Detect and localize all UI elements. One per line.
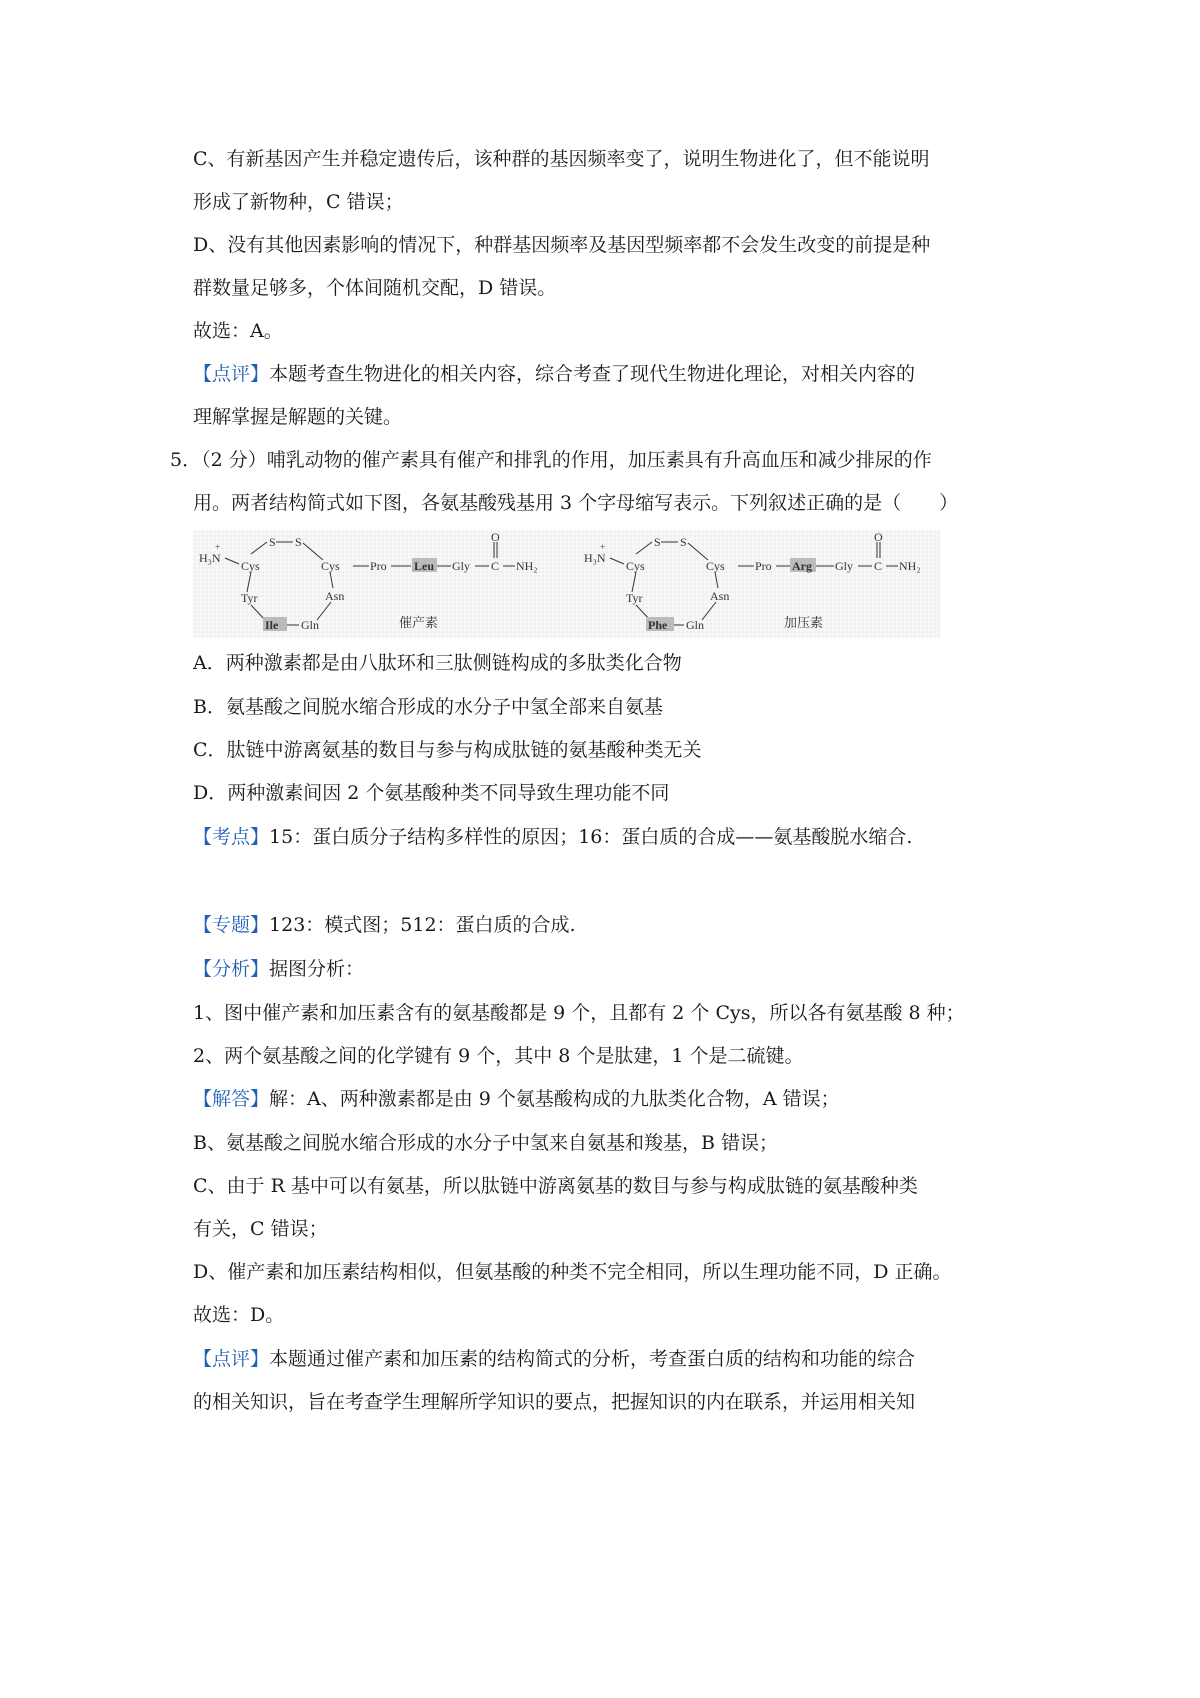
text-line <box>193 232 930 258</box>
text-line <box>193 1086 840 1112</box>
text-line <box>193 318 283 344</box>
section-tag: 【专题】 <box>193 914 270 936</box>
carbon-c: C <box>491 559 500 573</box>
amide-nh2: NH₂ <box>516 559 538 573</box>
section-tag: 【点评】 <box>193 1348 270 1370</box>
sulfur-2: S <box>295 535 302 549</box>
line-text: 有关，C 错误； <box>193 1218 328 1240</box>
line-text: 本题考查生物进化的相关内容，综合考查了现代生物进化理论，对相关内容的 <box>269 363 916 385</box>
residue-ile: Ile <box>265 618 279 632</box>
section-tag: 【考点】 <box>193 826 270 848</box>
line-text: C．肽链中游离氨基的数目与参与构成肽链的氨基酸种类无关 <box>193 739 702 761</box>
text-line <box>170 447 932 473</box>
sulfur-1: S <box>654 535 661 549</box>
text-line <box>193 956 364 982</box>
section-tag: 【点评】 <box>193 363 270 385</box>
text-line <box>193 1173 918 1199</box>
residue-cys-2: Cys <box>321 559 340 573</box>
hormone-label-oxytocin: 催产素 <box>399 615 439 630</box>
line-text: 故选：A。 <box>193 320 283 342</box>
amide-nh2: NH₂ <box>899 559 921 573</box>
line-text: 本题通过催产素和加压素的结构简式的分析，考查蛋白质的结构和功能的综合 <box>269 1348 916 1370</box>
line-text: 形成了新物种，C 错误； <box>193 191 404 213</box>
text-line <box>193 1216 328 1242</box>
text-line <box>193 1389 915 1415</box>
residue-cys-1: Cys <box>241 559 260 573</box>
text-line <box>193 650 682 676</box>
n-terminus: H₃N <box>199 551 221 565</box>
oxygen-o: O <box>874 530 883 544</box>
text-line <box>193 1346 915 1372</box>
charge-plus: + <box>215 542 221 552</box>
residue-asn: Asn <box>710 589 730 603</box>
oxygen-o: O <box>491 530 500 544</box>
charge-plus: + <box>600 542 606 552</box>
hormone-structure-figure <box>193 530 940 638</box>
residue-cys-1: Cys <box>626 559 645 573</box>
residue-leu: Leu <box>414 559 435 573</box>
n-terminus: H₃N <box>584 551 606 565</box>
residue-asn: Asn <box>325 589 345 603</box>
residue-pro: Pro <box>755 559 772 573</box>
text-line <box>193 1130 778 1156</box>
line-text: 群数量足够多，个体间随机交配，D 错误。 <box>193 277 557 299</box>
line-text: B．氨基酸之间脱水缩合形成的水分子中氢全部来自氨基 <box>193 696 663 718</box>
line-text: B、氨基酸之间脱水缩合形成的水分子中氢来自氨基和羧基，B 错误； <box>193 1132 778 1154</box>
text-line <box>193 404 402 430</box>
text-line <box>193 1000 965 1026</box>
line-text: 1、图中催产素和加压素含有的氨基酸都是 9 个，且都有 2 个 Cys，所以各有氨基酸 8 种； <box>193 1002 965 1024</box>
text-line <box>193 1259 952 1285</box>
text-line <box>193 361 915 387</box>
text-line <box>193 694 663 720</box>
text-line <box>193 275 556 301</box>
text-line <box>193 1043 804 1069</box>
residue-tyr: Tyr <box>241 591 258 605</box>
residue-gln: Gln <box>686 618 704 632</box>
line-text: A．两种激素都是由八肽环和三肽侧链构成的多肽类化合物 <box>193 652 682 674</box>
line-text: 理解掌握是解题的关键。 <box>193 406 403 428</box>
text-line <box>193 146 930 172</box>
text-line <box>193 824 912 850</box>
residue-tyr: Tyr <box>626 591 643 605</box>
line-text: D、催产素和加压素结构相似，但氨基酸的种类不完全相同，所以生理功能不同，D 正确。 <box>193 1261 952 1283</box>
text-line <box>193 737 702 763</box>
sulfur-2: S <box>680 535 687 549</box>
section-tag: 【分析】 <box>193 958 270 980</box>
section-tag: 【解答】 <box>193 1088 270 1110</box>
residue-phe: Phe <box>648 618 668 632</box>
text-line <box>193 912 576 938</box>
text-line <box>193 189 404 215</box>
line-text: 5．（2 分）哺乳动物的催产素具有催产和排乳的作用，加压素具有升高血压和减少排尿的作 <box>170 449 932 471</box>
residue-gln: Gln <box>301 618 319 632</box>
residue-cys-2: Cys <box>706 559 725 573</box>
line-text: D．两种激素间因 2 个氨基酸种类不同导致生理功能不同 <box>193 782 670 804</box>
sulfur-1: S <box>269 535 276 549</box>
line-text: C、由于 R 基中可以有氨基，所以肽链中游离氨基的数目与参与构成肽链的氨基酸种类 <box>193 1175 918 1197</box>
text-line <box>193 490 958 516</box>
line-text: 123：模式图；512：蛋白质的合成. <box>269 914 576 936</box>
text-line <box>193 780 669 806</box>
line-text: C、有新基因产生并稳定遗传后，该种群的基因频率变了，说明生物进化了，但不能说明 <box>193 148 930 170</box>
residue-gly: Gly <box>835 559 853 573</box>
residue-pro: Pro <box>370 559 387 573</box>
line-text: 15：蛋白质分子结构多样性的原因；16：蛋白质的合成——氨基酸脱水缩合. <box>269 826 913 848</box>
residue-arg: Arg <box>792 559 812 573</box>
line-text: 解：A、两种激素都是由 9 个氨基酸构成的九肽类化合物，A 错误； <box>269 1088 840 1110</box>
carbon-c: C <box>874 559 883 573</box>
text-line <box>193 1302 284 1328</box>
line-text: 据图分析： <box>269 958 365 980</box>
line-text: 的相关知识，旨在考查学生理解所学知识的要点，把握知识的内在联系，并运用相关知 <box>193 1391 916 1413</box>
line-text: 故选：D。 <box>193 1304 285 1326</box>
line-text: 用。两者结构简式如下图，各氨基酸残基用 3 个字母缩写表示。下列叙述正确的是（ ） <box>193 492 959 514</box>
residue-gly: Gly <box>452 559 470 573</box>
line-text: D、没有其他因素影响的情况下，种群基因频率及基因型频率都不会发生改变的前提是种 <box>193 234 931 256</box>
line-text: 2、两个氨基酸之间的化学键有 9 个，其中 8 个是肽建，1 个是二硫键。 <box>193 1045 804 1067</box>
hormone-label-vasopressin: 加压素 <box>784 615 824 630</box>
